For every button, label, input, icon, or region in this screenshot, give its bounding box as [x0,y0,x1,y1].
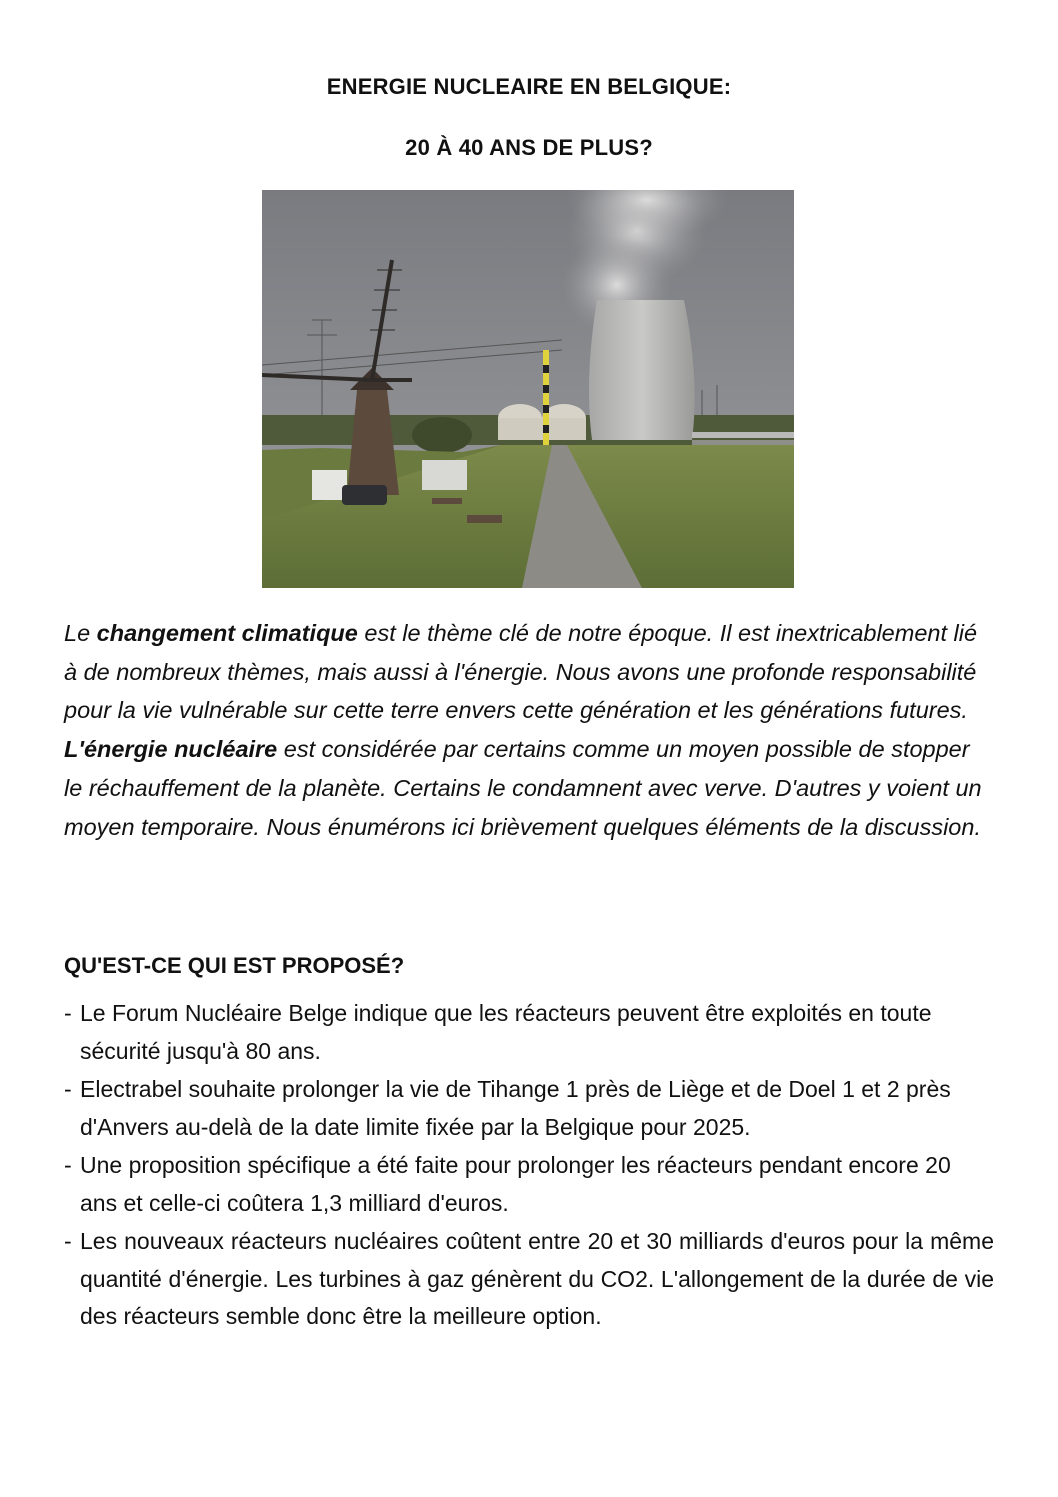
list-item [64,995,994,1070]
page-title: ENERGIE NUCLEAIRE EN BELGIQUE: [326,74,732,99]
list-item [64,1147,994,1222]
bullet-dash: - [64,1228,72,1254]
list-item-text: Le Forum Nucléaire Belge indique que les réacteurs peuvent être exploités en toute sécurité jusqu'à 80 ans. [80,1000,932,1064]
bullet-dash: - [64,1152,72,1178]
proposal-list [64,995,994,1337]
list-item [64,1071,994,1146]
page-subtitle: 20 À 40 ANS DE PLUS? [405,135,653,160]
list-item [64,1223,994,1336]
section-heading: QU'EST-CE QUI EST PROPOSÉ? [64,953,405,978]
bullet-dash: - [64,1000,72,1026]
intro-text-1: Le [64,620,97,646]
bullet-dash: - [64,1076,72,1102]
photo-nuclear-plant-windmill [262,190,794,588]
list-item-text: Une proposition spécifique a été faite pour prolonger les réacteurs pendant encore 20 ans et celle-ci coûtera 1,3 milliard d'euros. [80,1152,951,1216]
intro-bold-nuclear-energy: L'énergie nucléaire [64,736,278,763]
list-item-text: Electrabel souhaite prolonger la vie de Tihange 1 près de Liège et de Doel 1 et 2 près d'Anvers au-delà de la date limite fixée par la Belgique pour 2025. [80,1076,951,1140]
list-item-text: Les nouveaux réacteurs nucléaires coûtent entre 20 et 30 milliards d'euros pour la même quantité d'énergie. Les turbines à gaz génèrent du CO2. L'allongement de la durée de vie des réacteurs semble donc être la meilleure option. [80,1228,994,1329]
intro-text-2: est le thème clé de notre époque. Il est inextricablement lié à de nombreux thèmes, mais aussi à l'énergie. Nous avons une profonde responsabilité pour la vie vulnérable sur cette terre envers cette génération et les générations futures. [64,620,978,724]
intro-paragraph [64,614,994,846]
intro-text-3: est considérée par certains comme un moyen possible de stopper le réchauffement de la planète. Certains le condamnent avec verve. D'autres y voient un moyen temporaire. Nous énumérons ici brièvement quelques éléments de la discussion. [64,736,982,840]
intro-bold-climate-change: changement climatique [96,620,358,646]
